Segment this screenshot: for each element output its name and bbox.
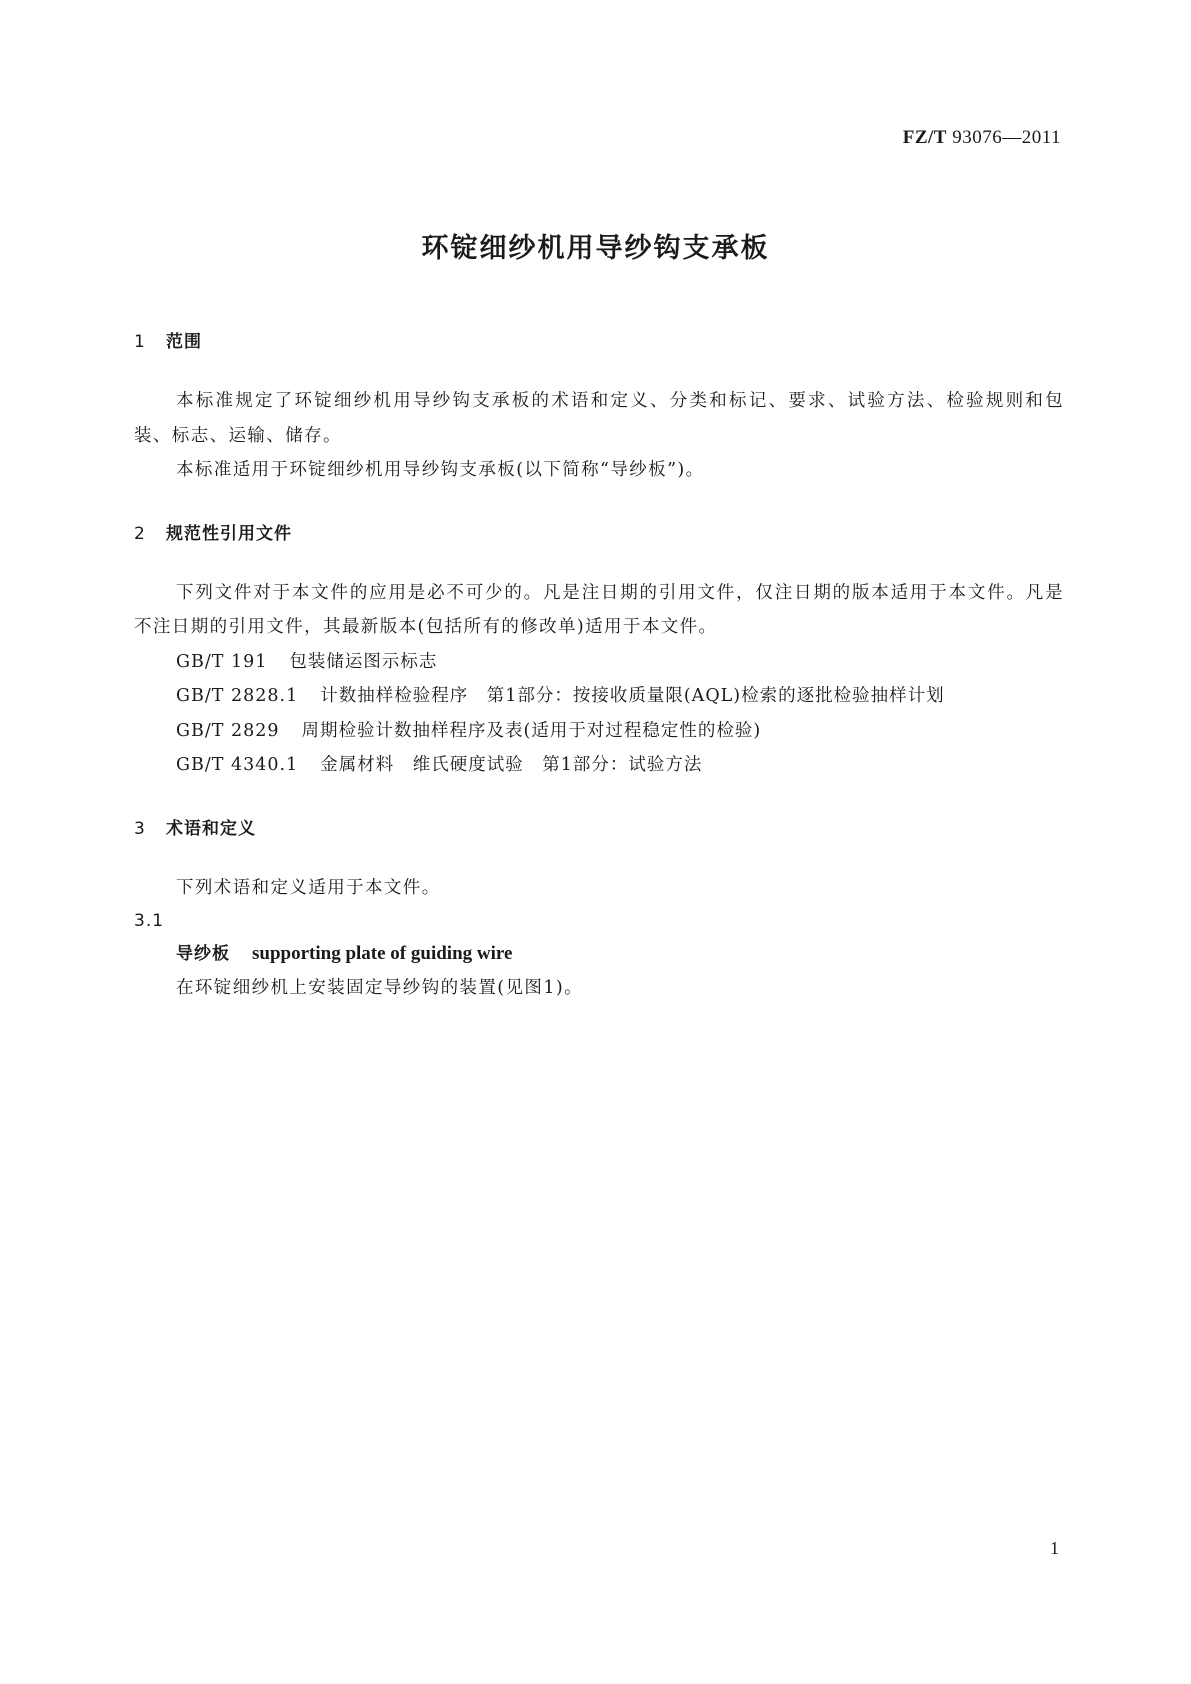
reference-item	[134, 679, 1064, 714]
standard-code	[903, 127, 1061, 149]
paragraph: 下列文件对于本文件的应用是必不可少的。凡是注日期的引用文件，仅注日期的版本适用于本文件。凡是不注日期的引用文件，其最新版本(包括所有的修改单)适用于本文件。	[134, 582, 1064, 637]
reference-item	[134, 748, 1064, 783]
reference-title: 金属材料 维氏硬度试验 第1部分：试验方法	[320, 755, 703, 775]
section-number: 1	[134, 332, 146, 352]
reference-title: 包装储运图示标志	[289, 651, 438, 672]
section-heading-references	[134, 522, 1064, 546]
section-title: 范围	[166, 332, 202, 352]
document-body	[134, 330, 1064, 1005]
term-chinese: 导纱板	[176, 944, 230, 964]
document-title: 环锭细纱机用导纱钩支承板	[421, 233, 770, 264]
term-entry	[134, 937, 1064, 971]
paragraph: 下列术语和定义适用于本文件。	[176, 877, 441, 898]
paragraph: 本标准规定了环锭细纱机用导纱钩支承板的术语和定义、分类和标记、要求、试验方法、检验规则和包装、标志、运输、储存。	[134, 391, 1064, 446]
reference-code: GB/T 2829	[176, 720, 280, 741]
standard-number: 93076—2011	[952, 127, 1061, 148]
reference-code: GB/T 191	[176, 651, 268, 672]
term-english: supporting plate of guiding wire	[252, 943, 513, 964]
section-title: 规范性引用文件	[166, 523, 292, 544]
paragraph: 本标准适用于环锭细纱机用导纱钩支承板(以下简称“导纱板”)。	[176, 460, 705, 480]
section-heading-scope	[134, 330, 1064, 354]
section-heading-terms	[134, 817, 1064, 841]
reference-code: GB/T 4340.1	[176, 755, 299, 775]
page-number: 1	[1050, 1538, 1059, 1558]
term-definition: 在环锭细纱机上安装固定导纱钩的装置(见图1)。	[176, 978, 583, 998]
reference-title: 周期检验计数抽样程序及表(适用于对过程稳定性的检验)	[301, 720, 762, 741]
clause-number: 3.1	[134, 911, 165, 931]
reference-title: 计数抽样检验程序 第1部分：按接收质量限(AQL)检索的逐批检验抽样计划	[320, 686, 945, 706]
reference-code: GB/T 2828.1	[176, 686, 299, 706]
section-number: 2	[134, 523, 146, 544]
section-title: 术语和定义	[166, 818, 256, 839]
reference-item	[134, 714, 1064, 749]
reference-item	[134, 645, 1064, 680]
standard-prefix: FZ/T	[902, 127, 947, 148]
section-number: 3	[134, 818, 146, 839]
